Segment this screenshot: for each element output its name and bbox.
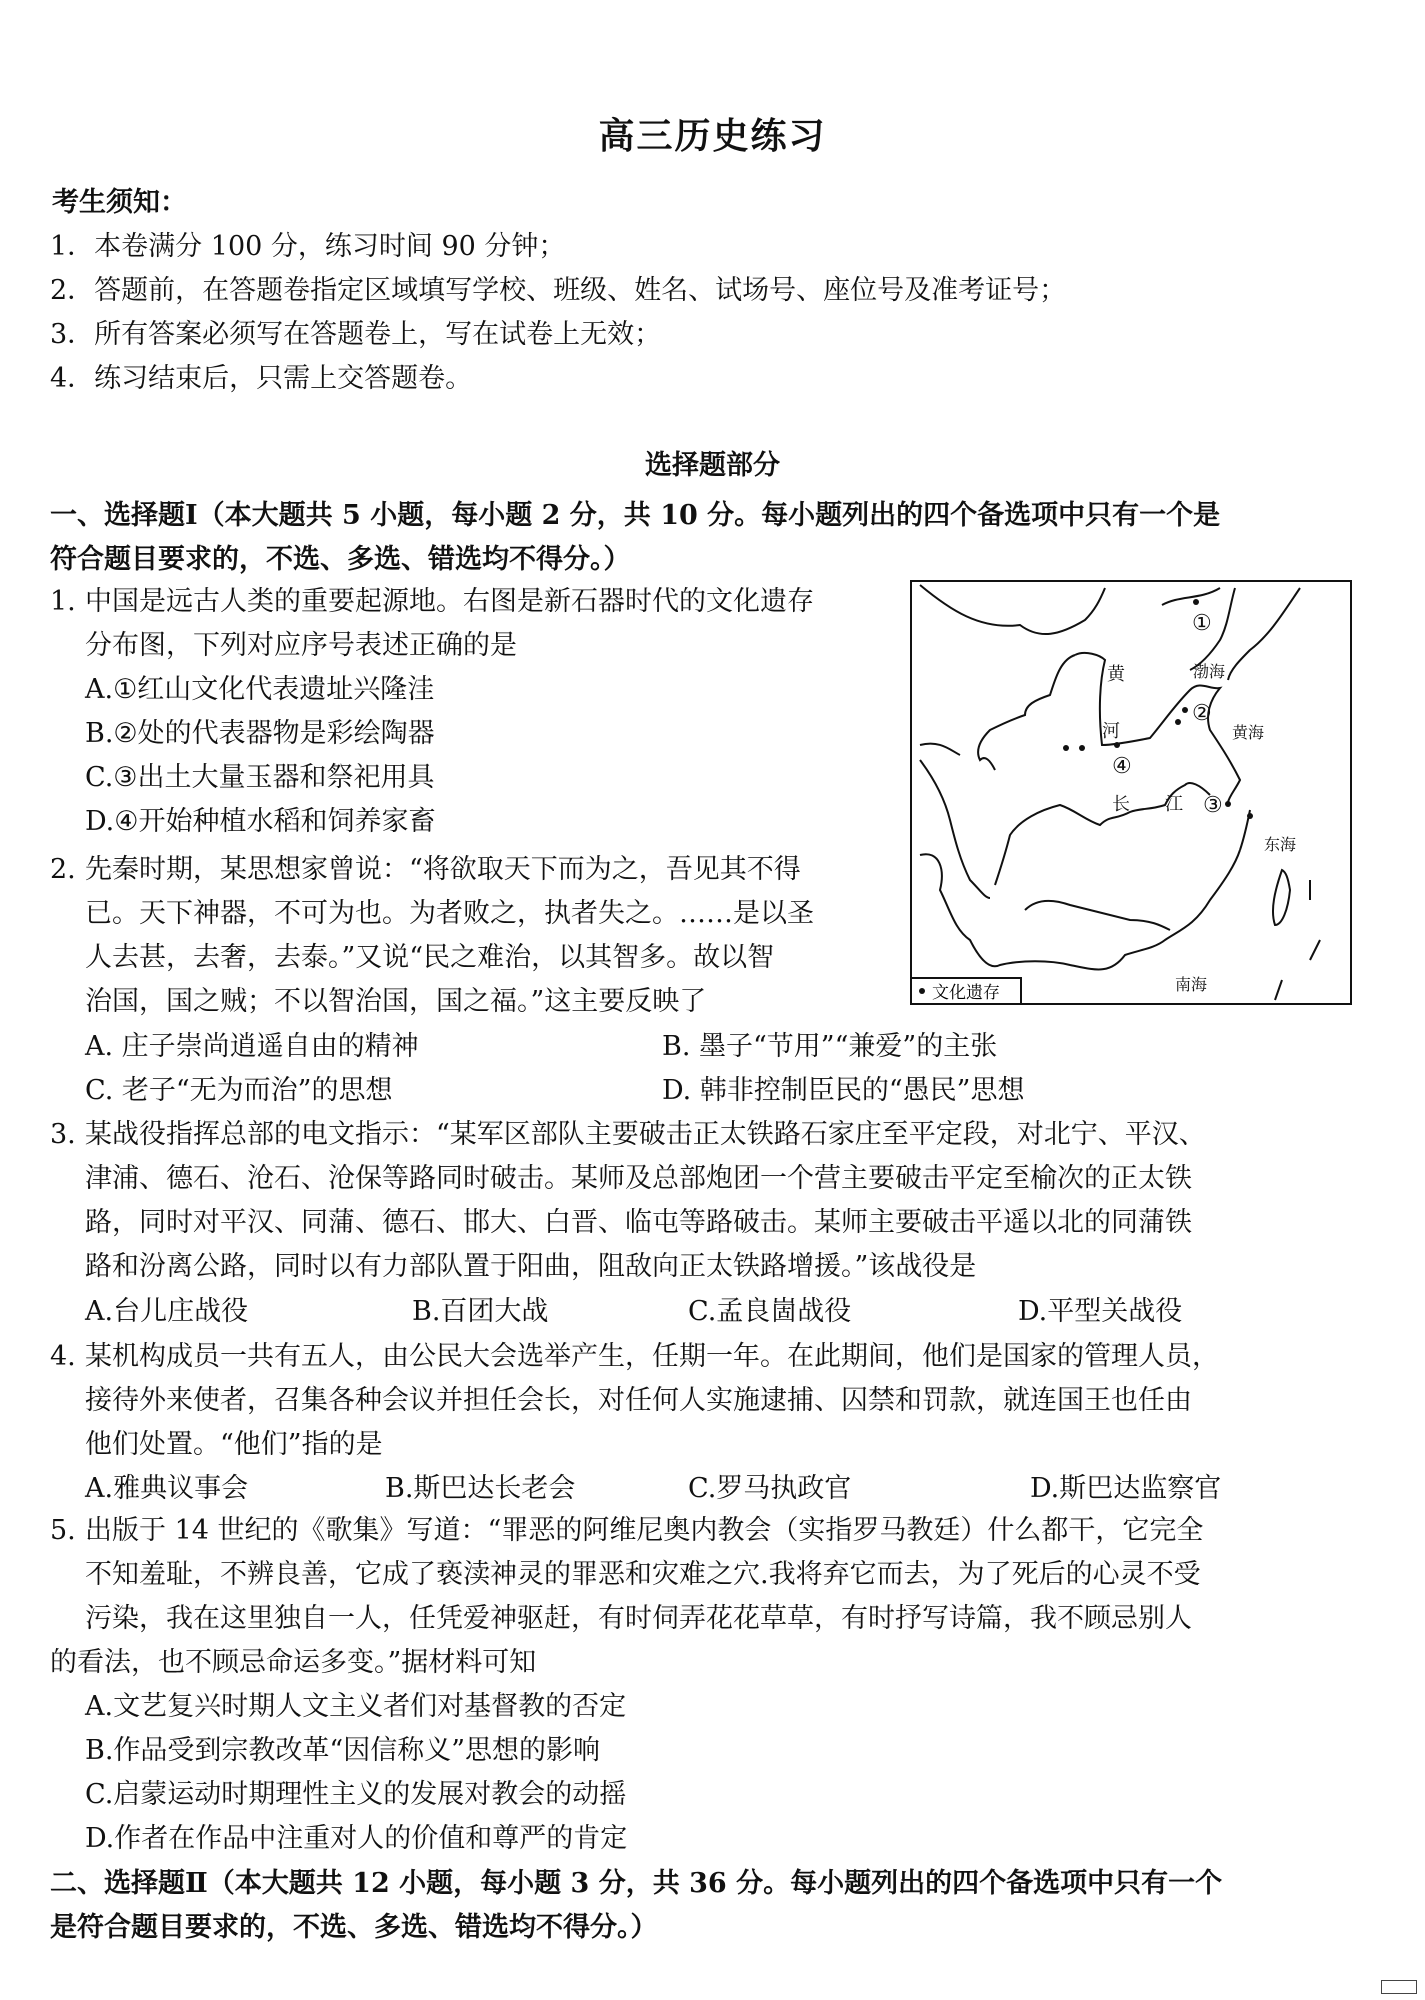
question-number: 3.: [50, 1119, 76, 1150]
option: C.罗马执政官: [688, 1473, 852, 1504]
question-text: 不知羞耻，不辨良善，它成了亵渎神灵的罪恶和灾难之穴.我将弃它而去，为了死后的心灵不受: [85, 1559, 1201, 1590]
question-text: 津浦、德石、沧石、沧保等路同时破击。某师及总部炮团一个营主要破击平定至榆次的正太铁: [85, 1163, 1192, 1194]
question-text: 某机构成员一共有五人，由公民大会选举产生，任期一年。在此期间，他们是国家的管理人员，: [85, 1341, 1219, 1372]
site-marker-2: ②: [1192, 701, 1212, 726]
question-number: 2.: [50, 854, 76, 885]
question-text: 他们处置。“他们”指的是: [85, 1429, 383, 1460]
option: A.①红山文化代表遗址兴隆洼: [85, 674, 435, 705]
option: C. 老子“无为而治”的思想: [85, 1075, 393, 1106]
option: D.平型关战役: [1018, 1296, 1183, 1327]
part2-heading: 二、选择题Ⅱ（本大题共 12 小题，每小题 3 分，共 36 分。每小题列出的四个备选项中只有一个: [50, 1868, 1223, 1899]
question-text: 接待外来使者，召集各种会议并担任会长，对任何人实施逮捕、囚禁和罚款，就连国王也任由: [85, 1385, 1192, 1416]
question-text: 某战役指挥总部的电文指示：“某军区部队主要破击正太铁路石家庄至平定段，对北宁、平汉、: [85, 1119, 1206, 1150]
question-text: 污染，我在这里独自一人，任凭爱神驱赶，有时伺弄花花草草，有时抒写诗篇，我不顾忌别人: [85, 1603, 1192, 1634]
site-marker-4: ④: [1112, 754, 1132, 779]
question-text: 人去甚，去奢，去泰。”又说“民之难治，以其智多。故以智: [85, 942, 775, 973]
notice-item: 4．练习结束后，只需上交答题卷。: [50, 363, 473, 394]
map-legend: 文化遗存: [932, 983, 1000, 1003]
map-label-yellow-river: 河: [1102, 721, 1120, 742]
option: D.作者在作品中注重对人的价值和尊严的肯定: [85, 1823, 628, 1854]
site-marker-3: ③: [1203, 793, 1223, 818]
section-title: 选择题部分: [645, 450, 780, 481]
option: D.斯巴达监察官: [1030, 1473, 1222, 1504]
option: A. 庄子崇尚逍遥自由的精神: [85, 1031, 419, 1062]
question-text: 先秦时期，某思想家曾说：“将欲取天下而为之，吾见其不得: [85, 854, 801, 885]
question-number: 4.: [50, 1341, 76, 1372]
question-text: 已。天下神器，不可为也。为者败之，执者失之。……是以圣: [85, 898, 814, 929]
map-label-yellow-river: 黄: [1107, 664, 1125, 685]
map-label-yangtze: 长: [1112, 794, 1130, 815]
map-label-nanhai: 南海: [1175, 975, 1208, 994]
neolithic-sites-map: [910, 580, 1352, 1005]
part1-heading: 一、选择题Ⅰ（本大题共 5 小题，每小题 2 分，共 10 分。每小题列出的四个备选项中只有一个是: [50, 500, 1221, 531]
option: C.孟良崮战役: [688, 1296, 852, 1327]
option: D. 韩非控制臣民的“愚民”思想: [662, 1075, 1025, 1106]
map-label-huanghai: 黄海: [1232, 723, 1265, 742]
option: D.④开始种植水稻和饲养家畜: [85, 806, 436, 837]
option: A.文艺复兴时期人文主义者们对基督教的否定: [85, 1691, 627, 1722]
option: C.③出土大量玉器和祭祀用具: [85, 762, 435, 793]
question-text: 治国，国之贼；不以智治国，国之福。”这主要反映了: [85, 986, 707, 1017]
option: B. 墨子“节用”“兼爱”的主张: [662, 1031, 998, 1062]
map-label-yangtze: 江: [1165, 794, 1183, 815]
part2-heading: 是符合题目要求的，不选、多选、错选均不得分。）: [50, 1912, 658, 1943]
option: B.斯巴达长老会: [385, 1473, 576, 1504]
question-text: 的看法，也不顾忌命运多变。”据材料可知: [50, 1647, 537, 1678]
option: B.作品受到宗教改革“因信称义”思想的影响: [85, 1735, 601, 1766]
option: B.百团大战: [412, 1296, 549, 1327]
question-text: 路，同时对平汉、同蒲、德石、邯大、白晋、临屯等路破击。某师主要破击平遥以北的同蒲铁: [85, 1207, 1192, 1238]
question-text: 分布图，下列对应序号表述正确的是: [85, 630, 517, 661]
question-text: 中国是远古人类的重要起源地。右图是新石器时代的文化遗存: [85, 586, 814, 617]
question-text: 出版于 14 世纪的《歌集》写道：“罪恶的阿维尼奥内教会（实指罗马教廷）什么都干，它完全: [85, 1515, 1204, 1546]
option: C.启蒙运动时期理性主义的发展对教会的动摇: [85, 1779, 627, 1810]
option: A.台儿庄战役: [85, 1296, 249, 1327]
site-marker-1: ①: [1192, 611, 1212, 636]
question-text: 路和汾离公路，同时以有力部队置于阳曲，阻敌向正太铁路增援。”该战役是: [85, 1251, 977, 1282]
map-label-donghai: 东海: [1264, 835, 1297, 854]
option: A.雅典议事会: [85, 1473, 249, 1504]
part1-heading: 符合题目要求的，不选、多选、错选均不得分。）: [50, 544, 631, 575]
notice-item: 1．本卷满分 100 分，练习时间 90 分钟；: [50, 231, 566, 262]
page-title: 高三历史练习: [598, 115, 827, 157]
notice-item: 3．所有答案必须写在答题卷上，写在试卷上无效；: [50, 319, 662, 350]
option: B.②处的代表器物是彩绘陶器: [85, 718, 435, 749]
question-number: 1.: [50, 586, 76, 617]
notice-heading: 考生须知：: [52, 187, 187, 218]
scanner-watermark-logo: [1381, 1980, 1417, 1994]
question-number: 5.: [50, 1515, 76, 1546]
map-label-bohai: 渤海: [1193, 662, 1226, 681]
notice-item: 2．答题前，在答题卷指定区域填写学校、班级、姓名、试场号、座位号及准考证号；: [50, 275, 1067, 306]
